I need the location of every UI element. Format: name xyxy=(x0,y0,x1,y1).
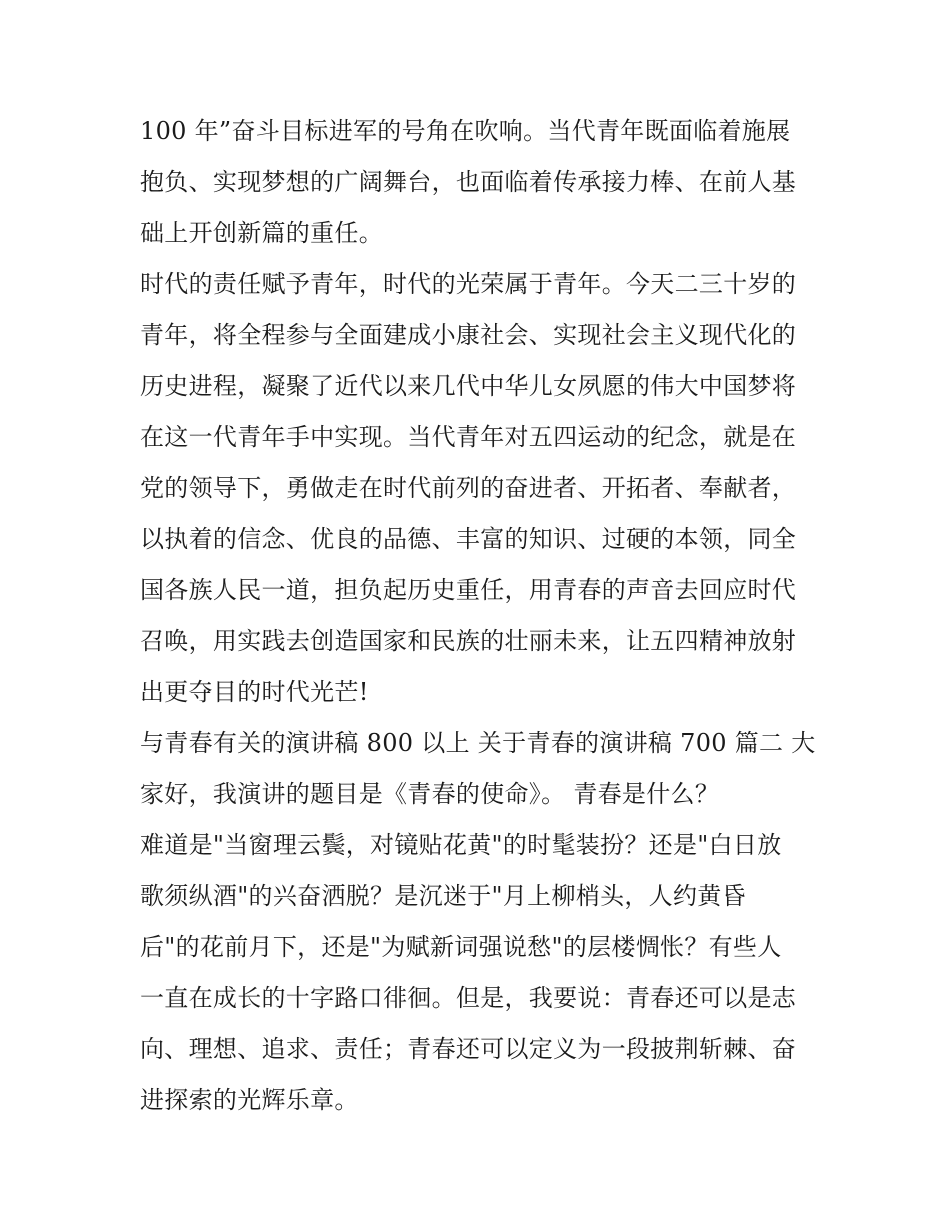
text-line: 一直在成长的十字路口徘徊。但是，我要说：青春还可以是志 xyxy=(140,984,797,1012)
text-line: 础上开创新篇的重任。 xyxy=(140,219,383,247)
body-text xyxy=(140,106,820,1126)
text-line: 与青春有关的演讲稿 800 以上 关于青春的演讲稿 700 篇二 大 xyxy=(140,729,816,757)
text-line: 后"的花前月下，还是"为赋新词强说愁"的层楼惆怅？有些人 xyxy=(140,933,782,961)
text-line: 历史进程，凝聚了近代以来几代中华儿女夙愿的伟大中国梦将 xyxy=(140,372,797,400)
text-line: 100 年”奋斗目标进军的号角在吹响。当代青年既面临着施展 xyxy=(140,117,791,145)
text-line: 歌须纵酒"的兴奋洒脱？是沉迷于"月上柳梢头，人约黄昏 xyxy=(140,882,746,910)
text-line: 以执着的信念、优良的品德、丰富的知识、过硬的本领，同全 xyxy=(140,525,797,553)
text-line: 青年，将全程参与全面建成小康社会、实现社会主义现代化的 xyxy=(140,321,797,349)
text-line: 向、理想、追求、责任；青春还可以定义为一段披荆斩棘、奋 xyxy=(140,1035,797,1063)
text-line: 难道是"当窗理云鬓，对镜贴花黄"的时髦装扮？还是"白日放 xyxy=(140,831,782,859)
text-line: 国各族人民一道，担负起历史重任，用青春的声音去回应时代 xyxy=(140,576,797,604)
text-line: 党的领导下，勇做走在时代前列的奋进者、开拓者、奉献者， xyxy=(140,474,797,502)
text-line: 在这一代青年手中实现。当代青年对五四运动的纪念，就是在 xyxy=(140,423,797,451)
text-line: 进探索的光辉乐章。 xyxy=(140,1086,359,1114)
text-line: 抱负、实现梦想的广阔舞台，也面临着传承接力棒、在前人基 xyxy=(140,168,797,196)
text-line: 出更夺目的时代光芒! xyxy=(140,678,369,706)
text-line: 家好，我演讲的题目是《青春的使命》。 青春是什么？ xyxy=(140,780,720,808)
text-line: 召唤，用实践去创造国家和民族的壮丽未来，让五四精神放射 xyxy=(140,627,797,655)
text-line: 时代的责任赋予青年，时代的光荣属于青年。今天二三十岁的 xyxy=(140,270,797,298)
